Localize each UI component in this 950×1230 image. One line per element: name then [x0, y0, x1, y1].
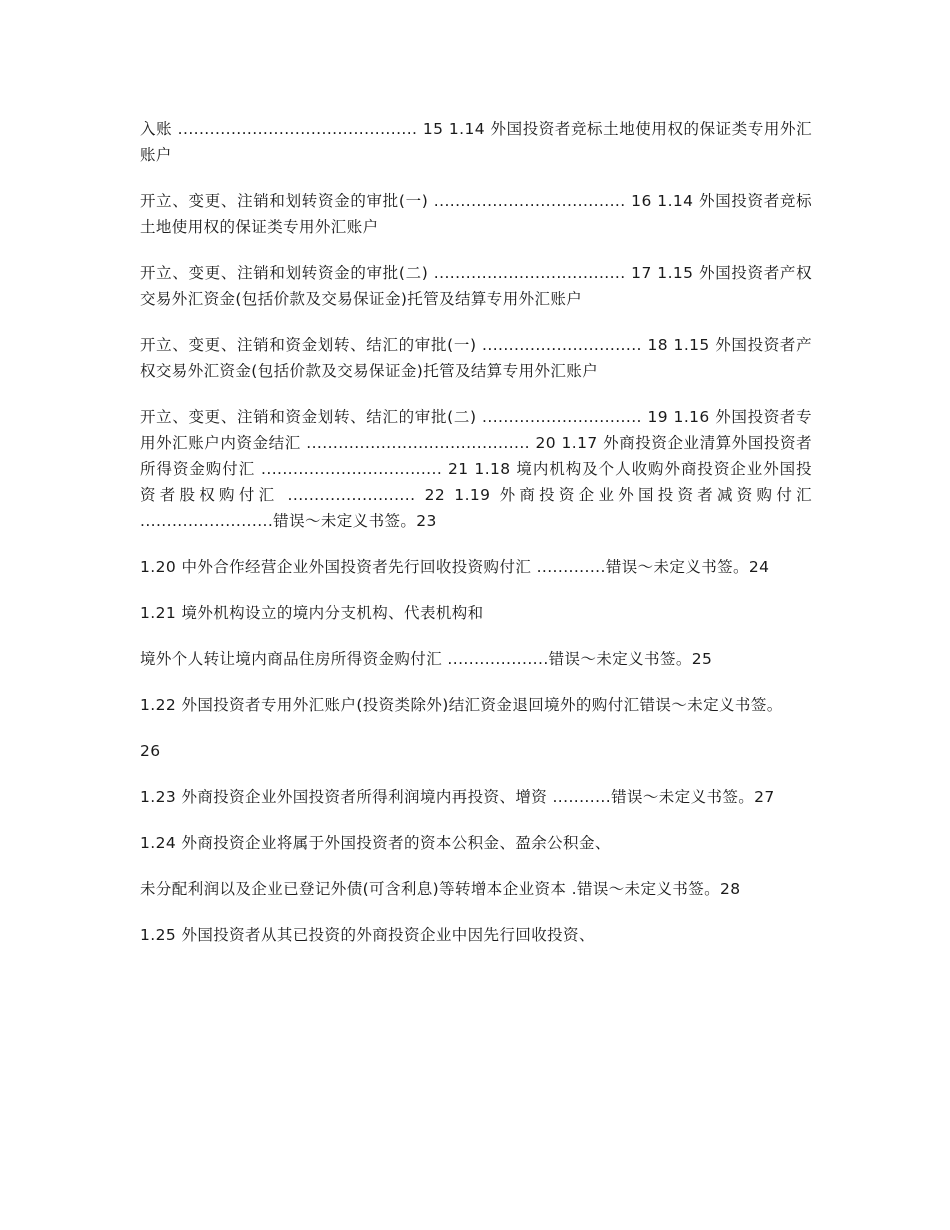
toc-paragraph: 入账 ............................................. 15 1.14 外国投资者竞标土地使用权的保证类专用外汇账户 [140, 120, 812, 164]
toc-paragraph: 1.23 外商投资企业外国投资者所得利润境内再投资、增资 ...........错误～未定义书签。27 [140, 788, 775, 806]
toc-paragraph: 开立、变更、注销和资金划转、结汇的审批(一) .............................. 18 1.15 外国投资者产权交易外汇资金(包括价款及交易保证金)托管及结算专用外汇账户 [140, 336, 812, 380]
toc-paragraph: 1.25 外国投资者从其已投资的外商投资企业中因先行回收投资、 [140, 926, 595, 944]
toc-paragraph: 1.20 中外合作经营企业外国投资者先行回收投资购付汇 .............错误～未定义书签。24 [140, 558, 770, 576]
toc-paragraph: 1.21 境外机构设立的境内分支机构、代表机构和 [140, 604, 484, 622]
toc-paragraph: 开立、变更、注销和资金划转、结汇的审批(二) .............................. 19 1.16 外国投资者专用外汇账户内资金结汇 .......................................... 20 1.17 外商投资企业清算外国投资者所得资金购付汇 .................................. 21 1.18 境内机构及个人收购外商投资企业外国投资者股权购付汇 ........................ 22 1.19 外商投资企业外国投资者减资购付汇 .........................错误～未定义书签。23 [140, 408, 812, 530]
toc-paragraph: 1.22 外国投资者专用外汇账户(投资类除外)结汇资金退回境外的购付汇错误～未定义书签。 [140, 696, 783, 714]
toc-page-number: 26 [140, 742, 161, 760]
document-body [140, 116, 812, 968]
toc-paragraph: 开立、变更、注销和划转资金的审批(一) .................................... 16 1.14 外国投资者竞标土地使用权的保证类专用外汇账户 [140, 192, 812, 236]
toc-paragraph: 未分配利润以及企业已登记外债(可含利息)等转增本企业资本 .错误～未定义书签。28 [140, 880, 741, 898]
toc-paragraph: 1.24 外商投资企业将属于外国投资者的资本公积金、盈余公积金、 [140, 834, 611, 852]
toc-paragraph: 境外个人转让境内商品住房所得资金购付汇 ...................错误～未定义书签。25 [140, 650, 713, 668]
toc-paragraph: 开立、变更、注销和划转资金的审批(二) .................................... 17 1.15 外国投资者产权交易外汇资金(包括价款及交易保证金)托管及结算专用外汇账户 [140, 264, 812, 308]
